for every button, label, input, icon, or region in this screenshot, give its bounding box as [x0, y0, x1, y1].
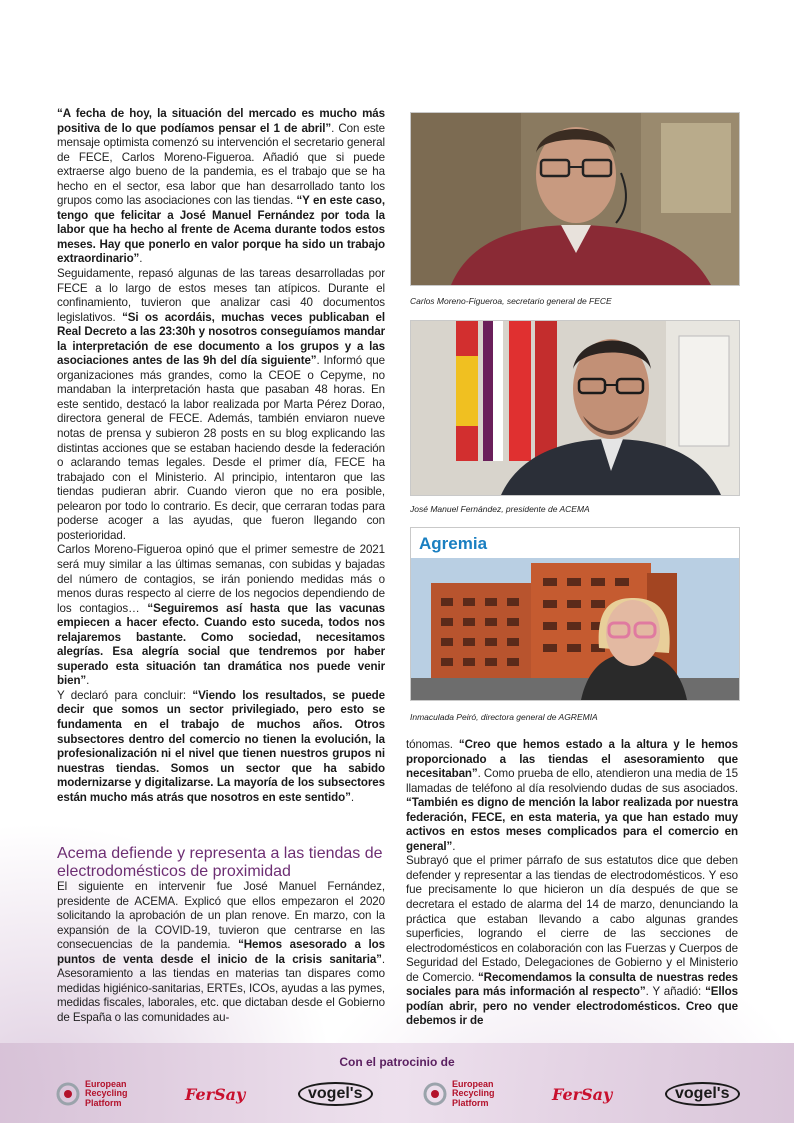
body-text: . Como prueba de ello, atendieron una media de 15 llamadas de teléfono al día resolviendo dudas de sus asociados. — [406, 767, 738, 795]
quote-text: “También es digno de mención la labor realizada por nuestra federación, FECE, en esta materia, ya que han estado muy activos en estos meses complicados para el comercio en general” — [406, 796, 738, 853]
photo-caption: José Manuel Fernández, presidente de ACEMA — [410, 504, 590, 514]
paragraph — [57, 543, 385, 688]
erp-line: Recycling — [85, 1088, 128, 1099]
erp-line: Platform — [85, 1097, 122, 1108]
fersay-text: FerSay — [552, 1084, 613, 1104]
body-text: . — [452, 839, 456, 853]
vogels-text: vogel's — [298, 1082, 373, 1106]
body-text: . Asesoramiento a las tiendas en materias tan dispares como medidas higiénico-sanitarias, ERTEs, ICOs, ayudas a las pymes, medidas fiscales, laborales, etc. que dictaban desde el Gobierno de España o las comunidades au- — [57, 952, 386, 1024]
quote-text: “Y en este caso, tengo que felicitar a José Manuel Fernández por toda la labor que ha hecho al frente de Acema durante todos estos meses. Hay que ponerlo en valor porque ha sido un trabajo extraordinario” — [57, 194, 386, 266]
body-text: . — [139, 252, 143, 266]
quote-text: “Seguiremos así hasta que las vacunas empiecen a hacer efecto. Cuando esto suceda, todos nos relajaremos bastante. Como sociedad, necesitamos alegrías. Esa alegría social que tendremos por haber superado esta situación tan dramática nos puede venir bien” — [57, 601, 385, 688]
photo-jose-manuel-fernandez — [410, 320, 740, 496]
quote-text: “A fecha de hoy, la situación del mercado es mucho más positiva de lo que podíamos pensar el 1 de abril” — [57, 107, 385, 135]
body-text: . Y añadió: — [645, 985, 706, 999]
paragraph — [57, 107, 385, 267]
fersay-logo — [185, 1076, 245, 1112]
fersay-text: FerSay — [185, 1084, 246, 1104]
erp-line: European — [452, 1078, 494, 1089]
erp-line: Recycling — [452, 1088, 495, 1099]
body-text: . — [86, 674, 90, 688]
paragraph — [406, 738, 738, 854]
fersay-logo — [552, 1076, 612, 1112]
photo-caption: Inmaculada Peiró, directora general de AGREMIA — [410, 712, 598, 722]
photo-inmaculada-peiro — [410, 527, 740, 701]
vogels-logo — [665, 1076, 740, 1112]
paragraph — [57, 689, 385, 805]
vogels-logo — [298, 1076, 373, 1112]
paragraph — [406, 854, 738, 1029]
quote-text: “Si os acordáis, muchas veces publicaban el Real Decreto a las 23:30h y nosotros conseguíamos mandar la interpretación de ese documento a los grupos y a las asociaciones antes de las 9h del día siguiente” — [57, 310, 386, 368]
quote-text: “Ellos podían abrir, pero no vender electrodomésticos. Creo que debemos ir de — [406, 985, 738, 1028]
left-column-bottom-text — [57, 880, 385, 1025]
paragraph — [57, 267, 385, 543]
quote-text: “Hemos asesorado a los puntos de venta desde el inicio de la crisis sanitaria” — [57, 938, 385, 966]
body-text: Subrayó que el primer párrafo de sus estatutos dice que deben defender y representar a las tiendas de electrodomésticos. Y eso fue precisamente lo que hicieron un día después de que se decretara el estado de alarma del 14 de marzo, denunciando la práctica que estaban llevando a cabo algunas grandes superficies, logrando el cierre de las secciones de electrodomésticos en colaboración con las Fuerzas y Cuerpos de Seguridad del Estado, Delegaciones de Gobierno y el Ministerio de Comercio. — [406, 854, 738, 984]
section-heading: Acema defiende y representa a las tiendas de electrodomésticos de proximidad — [57, 845, 383, 880]
vogels-text: vogel's — [665, 1082, 740, 1106]
photo-carlos-moreno-figueroa — [410, 112, 740, 286]
body-text: Carlos Moreno-Figueroa opinó que el primer semestre de 2021 será muy similar a las últimas semanas, con subidas y bajadas del número de contagios, se irán poniendo medidas más o menos duras respecto al cierre de los negocios dependiendo de los contagios… — [57, 543, 385, 615]
erp-line: Platform — [452, 1097, 489, 1108]
sponsors-title: Con el patrocinio de — [339, 1055, 455, 1069]
quote-text: “Recomendamos la consulta de nuestras redes sociales para más información al respecto” — [406, 970, 738, 999]
erp-logo — [55, 1076, 128, 1112]
body-text: Y declaró para concluir: — [57, 688, 193, 702]
body-text: El siguiente en intervenir fue José Manuel Fernández, presidente de ACEMA. Explicó que ellos empezaron el 2020 solicitando la aprobación de un plan renove. En marzo, con la expansión de la COVID-19, tuvieron que centrarse en las consecuencias de la pandemia. — [57, 880, 385, 952]
photo-caption: Carlos Moreno-Figueroa, secretario general de FECE — [410, 296, 612, 306]
erp-logo — [422, 1076, 495, 1112]
paragraph — [57, 880, 385, 1025]
body-text: . Informó que organizaciones más grandes, como la CEOE o Cepyme, no mandaban la interpretación hasta que pasaban 48 horas. En este sentido, destacó la labor realizada por Marta Pérez Dorao, directora general de FECE. Además, también enviaron nueve notas de prensa y subieron 28 posts en su blog explicando las distintas acciones que se estaban haciendo desde la federación o aclarando temas legales. Desde el primer día, FECE ha trabajado con el Ministerio. Al principio, intentaron que las tiendas pudieran abrir. Cuando vieron que no era posible, pelearon por todo lo contrario. Es decir, que cerraran todas para poderse acoger a las ayudas, que fueron llegando con posterioridad. — [57, 354, 386, 542]
body-text: . Con este mensaje optimista comenzó su intervención el secretario general de FECE, Carlos Moreno-Figueroa. Añadió que si puede extraerse algo bueno de la pandemia, es el trabajo que se ha hecho en el sector, esa labor que han desarrollado tanto los grupos como las asociaciones con las tiendas. — [57, 121, 385, 208]
body-text: Seguidamente, repasó algunas de las tareas desarrolladas por FECE a lo largo de estos meses tan atípicos. Durante el confinamiento, tuvieron que analizar casi 40 documentos legislativos. — [57, 267, 385, 324]
body-text: tónomas. — [406, 738, 459, 751]
left-column-text — [57, 107, 385, 805]
right-column-text — [406, 738, 738, 1029]
body-text: . — [350, 790, 354, 804]
recycling-icon — [55, 1081, 81, 1107]
agremia-logo: Agremia — [419, 534, 488, 553]
quote-text: “Creo que hemos estado a la altura y le hemos proporcionado a las tiendas el asesoramiento que necesitaban” — [406, 738, 738, 781]
erp-line: European — [85, 1078, 127, 1089]
recycling-icon — [422, 1081, 448, 1107]
quote-text: “Viendo los resultados, se puede decir que somos un sector privilegiado, pero esto se fundamenta en el trabajo de muchos años. Otros subsectores dentro del comercio no tienen la evolución, la profesionalización ni el nivel que tienen nuestros grupos ni nuestras tiendas. Somos un sector que ha sabido modernizarse y digitalizarse. La mayoría de los subsectores están mucho más atrás que nosotros en este sentido” — [57, 688, 385, 804]
